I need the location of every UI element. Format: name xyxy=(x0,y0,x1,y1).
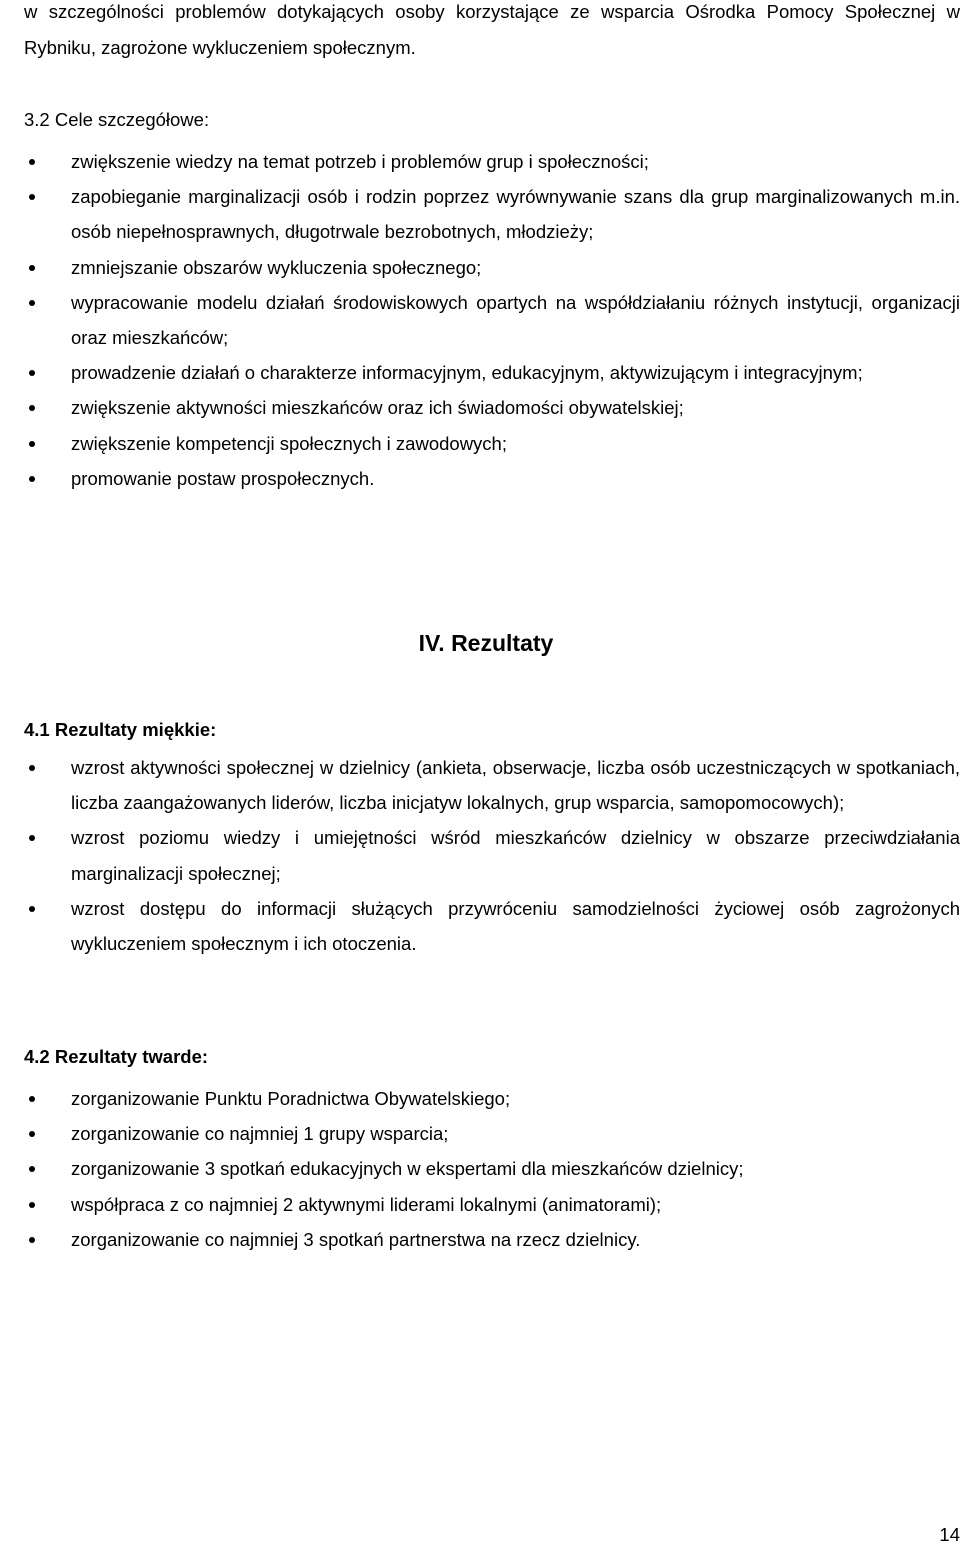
intro-paragraph: w szczególności problemów dotykających osoby korzystające ze wsparcia Ośrodka Pomocy Społecznej w Rybniku, zagrożone wykluczeniem społecznym. xyxy=(24,1,960,58)
soft-results-list xyxy=(0,750,960,961)
list-item: zwiększenie kompetencji społecznych i zawodowych; xyxy=(0,426,960,461)
bullet-icon xyxy=(29,1131,35,1137)
bullet-icon xyxy=(29,405,35,411)
list-item: wypracowanie modelu działań środowiskowych opartych na współdziałaniu różnych instytucji, organizacji oraz mieszkańców; xyxy=(0,285,960,355)
bullet-icon xyxy=(29,835,35,841)
bullet-icon xyxy=(29,1237,35,1243)
bullet-icon xyxy=(29,1096,35,1102)
list-item: współpraca z co najmniej 2 aktywnymi liderami lokalnymi (animatorami); xyxy=(0,1187,960,1222)
list-item: wzrost poziomu wiedzy i umiejętności wśród mieszkańców dzielnicy w obszarze przeciwdziałania marginalizacji społecznej; xyxy=(0,820,960,890)
list-item: zorganizowanie Punktu Poradnictwa Obywatelskiego; xyxy=(0,1081,960,1116)
bullet-icon xyxy=(29,265,35,271)
list-item: zapobieganie marginalizacji osób i rodzin poprzez wyrównywanie szans dla grup marginalizowanych m.in. osób niepełnosprawnych, długotrwale bezrobotnych, młodzieży; xyxy=(0,179,960,249)
hard-results-list xyxy=(0,1081,960,1257)
list-item: zwiększenie wiedzy na temat potrzeb i problemów grup i społeczności; xyxy=(0,144,960,179)
list-item: zorganizowanie co najmniej 3 spotkań partnerstwa na rzecz dzielnicy. xyxy=(0,1222,960,1257)
goals-list xyxy=(0,144,960,496)
bullet-icon xyxy=(29,159,35,165)
bullet-icon xyxy=(29,194,35,200)
bullet-icon xyxy=(29,906,35,912)
bullet-icon xyxy=(29,1202,35,1208)
bullet-icon xyxy=(29,300,35,306)
soft-results-heading: 4.1 Rezultaty miękkie: xyxy=(24,719,217,740)
bullet-icon xyxy=(29,441,35,447)
list-item: zorganizowanie co najmniej 1 grupy wsparcia; xyxy=(0,1116,960,1151)
list-item: wzrost aktywności społecznej w dzielnicy (ankieta, obserwacje, liczba osób uczestniczących w spotkaniach, liczba zaangażowanych liderów, liczba inicjatyw lokalnych, grup wsparcia, samopomocowych); xyxy=(0,750,960,820)
list-item: prowadzenie działań o charakterze informacyjnym, edukacyjnym, aktywizującym i integracyjnym; xyxy=(0,355,960,390)
bullet-icon xyxy=(29,1166,35,1172)
section-title: IV. Rezultaty xyxy=(418,630,554,656)
list-item: zmniejszanie obszarów wykluczenia społecznego; xyxy=(0,250,960,285)
page-number: 14 xyxy=(939,1524,960,1545)
bullet-icon xyxy=(29,765,35,771)
list-item: promowanie postaw prospołecznych. xyxy=(0,461,960,496)
goals-heading: 3.2 Cele szczegółowe: xyxy=(24,109,210,130)
bullet-icon xyxy=(29,370,35,376)
bullet-icon xyxy=(29,476,35,482)
list-item: wzrost dostępu do informacji służących przywróceniu samodzielności życiowej osób zagrożonych wykluczeniem społecznym i ich otoczenia. xyxy=(0,891,960,961)
list-item: zorganizowanie 3 spotkań edukacyjnych w ekspertami dla mieszkańców dzielnicy; xyxy=(0,1151,960,1186)
hard-results-heading: 4.2 Rezultaty twarde: xyxy=(24,1046,209,1067)
list-item: zwiększenie aktywności mieszkańców oraz ich świadomości obywatelskiej; xyxy=(0,390,960,425)
